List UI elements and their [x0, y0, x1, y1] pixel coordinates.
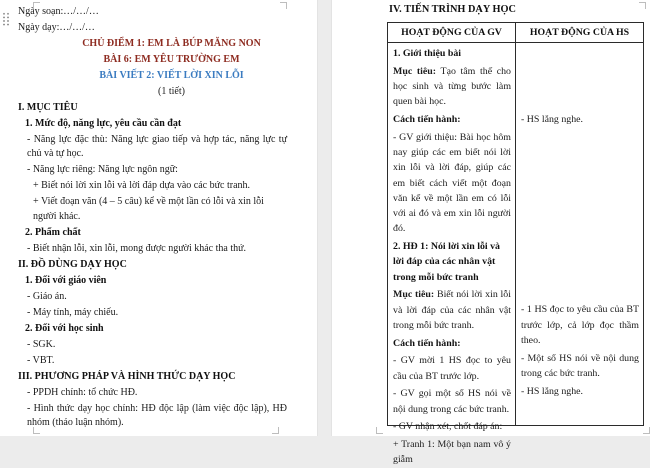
hs-paragraph-lang-nghe-1: - HS lắng nghe. — [521, 114, 583, 125]
drag-handle-icon[interactable] — [2, 12, 10, 26]
hs-activity-cell[interactable] — [516, 43, 643, 425]
text-boundary-mark — [643, 427, 650, 434]
paragraph-ppdh: - PPDH chính: tổ chức HĐ. — [27, 386, 138, 398]
gv-paragraph-moi-hs: - GV mời 1 HS đọc to yêu cầu của BT trước lớp. — [393, 355, 511, 382]
gv-paragraph-tranh-1: + Tranh 1: Một bạn nam vô ý giẫm — [393, 439, 511, 466]
gv-activity-2-heading: 2. HĐ 1: Nói lời xin lỗi và lời đáp của các nhân vật trong mỗi bức tranh — [393, 241, 500, 283]
gv-paragraph-nhan-xet: - GV nhận xét, chốt đáp án: — [393, 421, 503, 433]
hs-column-header: HOẠT ĐỘNG CỦA HS — [529, 27, 630, 38]
subsection-1-heading: 1. Mức độ, năng lực, yêu cầu cần đạt — [25, 118, 182, 129]
gv-activity-cell[interactable] — [388, 43, 516, 466]
page-1-content — [18, 5, 287, 432]
gv-paragraph-goi-hs: - GV gọi một số HS nói về nội dung trong các bức tranh. — [393, 388, 511, 415]
text-boundary-mark — [639, 2, 646, 9]
writing-lesson-heading: BÀI VIẾT 2: VIẾT LỜI XIN LỖI — [99, 70, 244, 81]
gv-objective-1 — [393, 64, 511, 110]
page-2[interactable] — [331, 0, 650, 466]
gv-objective-2 — [393, 287, 511, 333]
duration-line: (1 tiết) — [158, 86, 185, 97]
date-prepared-line: Ngày soạn:…/…/… — [18, 6, 99, 17]
theme-heading: CHỦ ĐIỂM 1: EM LÀ BÚP MĂNG NON — [82, 38, 261, 49]
objective-lead: Mục tiêu: — [393, 289, 435, 301]
subsection-2-heading: 2. Phẩm chất — [25, 226, 81, 238]
paragraph-vbt: - VBT. — [27, 354, 55, 366]
gv-paragraph-gioi-thieu: - GV giới thiệu: Bài học hôm nay giúp các em biết nói lời xin lỗi và lời đáp, giúp các em biết cách viết một đoạn văn kể về một lần em có lỗi với ai đó và em xin lỗi người đó. — [393, 131, 511, 235]
paragraph-hinh-thuc: - Hình thức dạy học chính: HĐ độc lập (làm việc độc lập), HĐ nhóm (thảo luận nhóm). — [27, 402, 287, 429]
lesson-heading: BÀI 6: EM YÊU TRƯỜNG EM — [103, 54, 240, 65]
text-boundary-mark — [376, 427, 383, 434]
gv-procedure-2-heading: Cách tiến hành: — [393, 337, 461, 349]
teacher-materials-heading: 1. Đối với giáo viên — [25, 274, 107, 286]
student-materials-heading: 2. Đối với học sinh — [25, 322, 104, 334]
paragraph-biet-nhan-loi: - Biết nhận lỗi, xin lỗi, mong được người khác tha thứ. — [27, 242, 247, 254]
section-ii-heading: II. ĐỒ DÙNG DẠY HỌC — [18, 258, 127, 270]
section-iii-heading: III. PHƯƠNG PHÁP VÀ HÌNH THỨC DẠY HỌC — [18, 370, 236, 382]
paragraph-sgk: - SGK. — [27, 338, 56, 350]
hs-paragraph-noi-dung: - Một số HS nói về nội dung trong các bức tranh. — [521, 352, 639, 379]
page-1[interactable] — [0, 0, 318, 436]
section-i-heading: I. MỤC TIÊU — [18, 102, 78, 113]
gv-procedure-1-heading: Cách tiến hành: — [393, 113, 461, 125]
table-body-row — [388, 43, 643, 466]
gv-activity-1-heading: 1. Giới thiệu bài — [393, 48, 462, 59]
paragraph-nang-luc-rieng: - Năng lực riêng: Năng lực ngôn ngữ: — [27, 164, 178, 176]
paragraph-biet-noi: + Biết nói lời xin lỗi và lời đáp dựa vào các bức tranh. — [33, 180, 251, 192]
activity-table — [387, 22, 644, 466]
date-taught-line: Ngày dạy:…/…/… — [18, 22, 95, 33]
objective-text: Biết nói lời xin lỗi và lời đáp của các nhân vật trong mỗi bức tranh. — [393, 289, 511, 331]
paragraph-nang-luc-dac-thu: - Năng lực đặc thù: Năng lực giao tiếp và hợp tác, năng lực tự chủ và tự học. — [27, 134, 287, 160]
paragraph-viet-doan: + Viết đoạn văn (4 – 5 câu) kể về một lần có lỗi và xin lỗi người khác. — [33, 196, 264, 222]
section-iv-heading: IV. TIẾN TRÌNH DẠY HỌC — [389, 4, 516, 15]
paragraph-giao-an: - Giáo án. — [27, 290, 67, 302]
hs-paragraph-lang-nghe-2: - HS lắng nghe. — [521, 385, 583, 397]
table-header-row — [388, 23, 643, 43]
hs-paragraph-doc-to: - 1 HS đọc to yêu cầu của BT trước lớp, cả lớp đọc thầm theo. — [521, 304, 639, 346]
objective-text: Tạo tâm thế cho học sinh và từng bước làm quen bài học. — [393, 65, 511, 108]
objective-lead: Mục tiêu: — [393, 65, 437, 77]
paragraph-may-tinh: - Máy tính, máy chiếu. — [27, 306, 119, 318]
gv-column-header: HOẠT ĐỘNG CỦA GV — [388, 23, 516, 42]
